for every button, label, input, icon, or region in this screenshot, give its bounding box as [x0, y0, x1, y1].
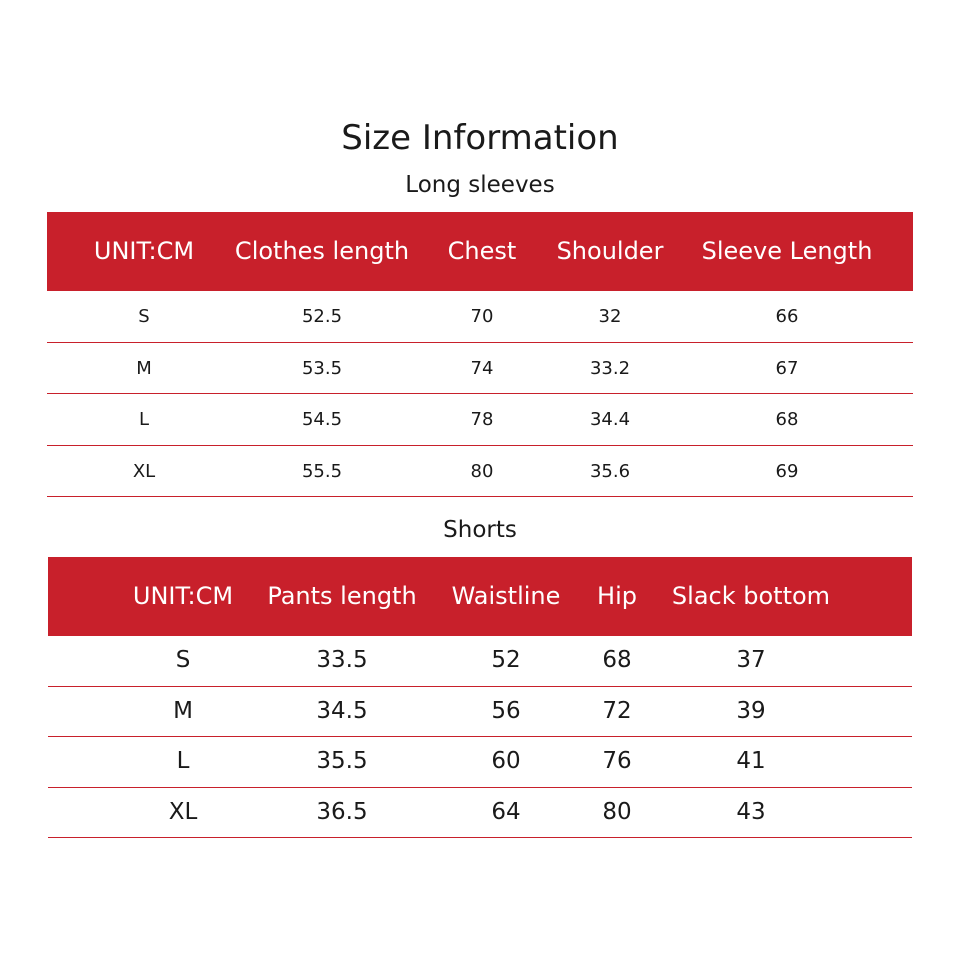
- size-cell: XL: [132, 460, 156, 482]
- header-chest: Chest: [447, 237, 517, 265]
- value-cell: 34.5: [316, 697, 368, 724]
- value-cell: 53.5: [301, 357, 343, 379]
- table-row: [47, 343, 913, 395]
- value-cell: 70: [470, 306, 494, 327]
- value-cell: 76: [602, 748, 632, 774]
- value-cell: 67: [775, 357, 799, 379]
- value-cell: 69: [775, 460, 799, 482]
- value-cell: 64: [491, 798, 521, 825]
- table-header: [48, 557, 912, 636]
- size-cell: M: [136, 357, 152, 379]
- header-hip: Hip: [597, 582, 637, 610]
- long-sleeves-title: Long sleeves: [405, 172, 555, 198]
- header-clothes-length: Clothes length: [234, 237, 410, 265]
- value-cell: 54.5: [301, 409, 343, 430]
- value-cell: 80: [602, 798, 632, 825]
- value-cell: 55.5: [301, 460, 343, 482]
- size-cell: L: [138, 409, 150, 430]
- size-cell: XL: [168, 798, 198, 825]
- long-sleeves-size-table: [47, 212, 913, 497]
- value-cell: 37: [736, 647, 766, 673]
- value-cell: 36.5: [316, 798, 368, 825]
- table-row: [48, 636, 912, 687]
- value-cell: 78: [470, 409, 494, 430]
- value-cell: 80: [470, 460, 494, 482]
- header-slack-bottom: Slack bottom: [671, 582, 831, 610]
- table-row: [47, 446, 913, 498]
- header-sleeve-length: Sleeve Length: [701, 237, 873, 265]
- table-row: [48, 737, 912, 788]
- value-cell: 35.5: [316, 748, 368, 774]
- size-cell: S: [138, 306, 150, 327]
- size-cell: S: [175, 647, 191, 673]
- value-cell: 74: [470, 357, 494, 379]
- value-cell: 66: [775, 306, 799, 327]
- page-title: Size Information: [341, 118, 619, 158]
- value-cell: 68: [775, 409, 799, 430]
- value-cell: 32: [598, 306, 622, 327]
- value-cell: 56: [491, 697, 521, 724]
- shorts-size-table: [48, 557, 912, 838]
- header-shoulder: Shoulder: [556, 237, 664, 265]
- value-cell: 72: [602, 697, 632, 724]
- value-cell: 43: [736, 798, 766, 825]
- value-cell: 52: [491, 647, 521, 673]
- header-waistline: Waistline: [451, 582, 561, 610]
- size-cell: M: [173, 697, 193, 724]
- table-row: [48, 788, 912, 839]
- value-cell: 41: [736, 748, 766, 774]
- value-cell: 33.2: [589, 357, 631, 379]
- value-cell: 35.6: [589, 460, 631, 482]
- shorts-title: Shorts: [443, 517, 517, 543]
- table-row: [48, 687, 912, 738]
- value-cell: 68: [602, 647, 632, 673]
- size-cell: L: [176, 748, 190, 774]
- table-header: [47, 212, 913, 291]
- table-row: [47, 291, 913, 343]
- header-unit: UNIT:CM: [93, 237, 195, 265]
- value-cell: 33.5: [316, 647, 368, 673]
- value-cell: 52.5: [301, 306, 343, 327]
- table-row: [47, 394, 913, 446]
- value-cell: 34.4: [589, 409, 631, 430]
- header-unit: UNIT:CM: [132, 582, 234, 610]
- header-pants-length: Pants length: [267, 582, 417, 610]
- value-cell: 60: [491, 748, 521, 774]
- value-cell: 39: [736, 697, 766, 724]
